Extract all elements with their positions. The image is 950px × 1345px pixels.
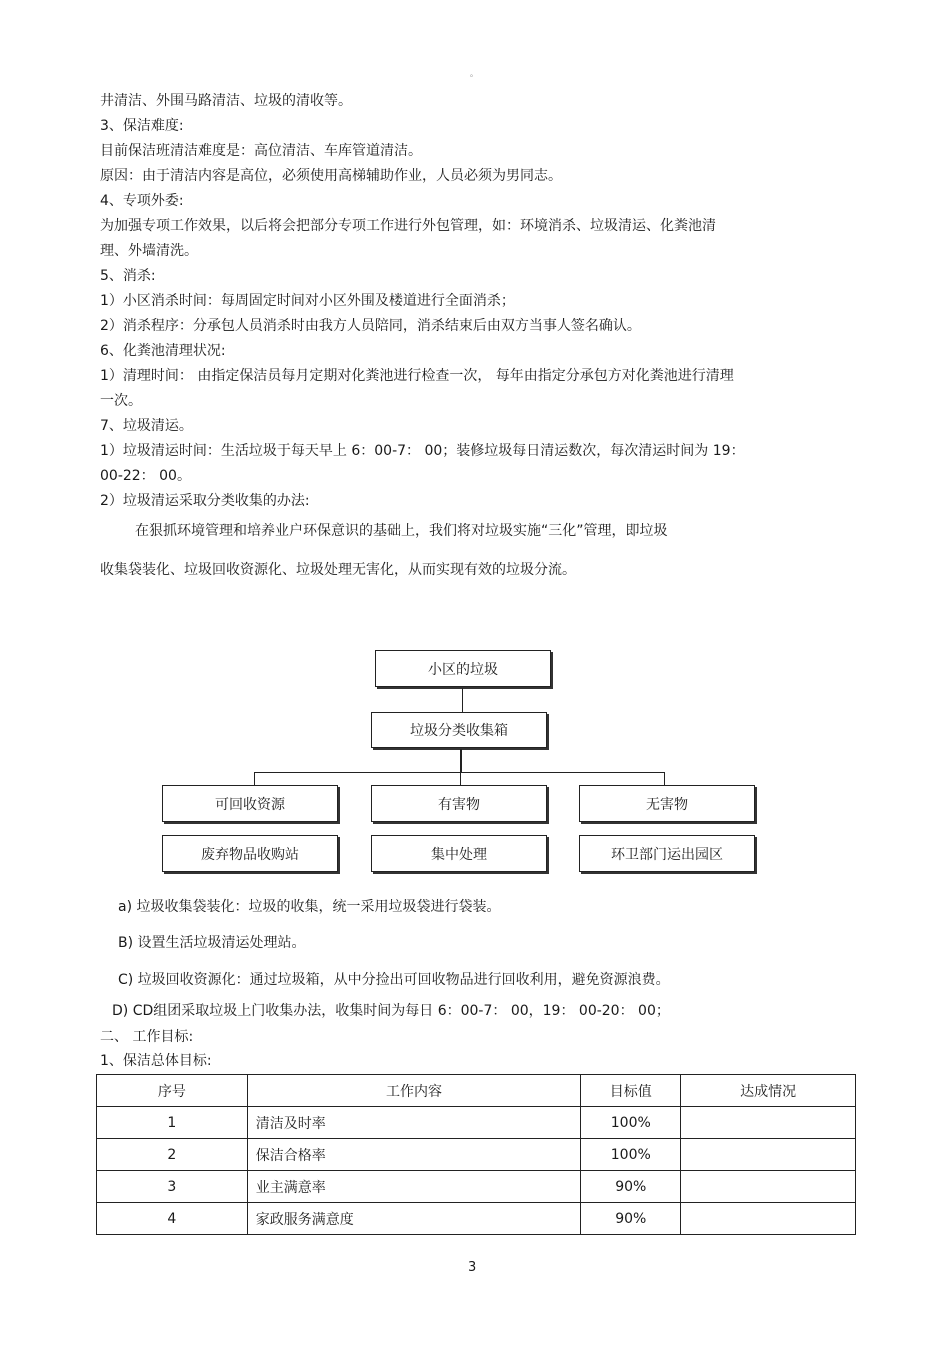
diagram-type-hazardous: 有害物	[371, 785, 547, 822]
table-cell-target: 100%	[581, 1107, 681, 1139]
diagram-dest-sanitation-dept: 环卫部门运出园区	[579, 835, 755, 872]
table-cell-status	[681, 1171, 856, 1203]
table-cell-target: 90%	[581, 1203, 681, 1235]
table-row	[97, 1107, 856, 1139]
heading-cleaning-difficulty: 3、保洁难度:	[100, 118, 184, 134]
diagram-connector	[462, 688, 463, 712]
diagram-type-harmless: 无害物	[579, 785, 755, 822]
body-text-p15: 00-22： 00。	[100, 468, 191, 484]
body-text-p12: 一次。	[100, 393, 142, 409]
body-text-p16: 2）垃圾清运采取分类收集的办法:	[100, 493, 310, 509]
table-cell-status	[681, 1203, 856, 1235]
table-cell-index: 4	[97, 1203, 248, 1235]
table-header-cell: 序号	[97, 1075, 248, 1107]
body-text-p11: 1）清理时间： 由指定保洁员每月定期对化粪池进行检查一次， 每年由指定分承包方对化粪池进行清理	[100, 368, 734, 384]
table-row	[97, 1171, 856, 1203]
body-text-p8: 1）小区消杀时间：每周固定时间对小区外围及楼道进行全面消杀；	[100, 293, 515, 309]
table-row	[97, 1203, 856, 1235]
subheading-cleaning-goals: 1、保洁总体目标:	[100, 1053, 212, 1069]
body-text-p14: 1）垃圾清运时间：生活垃圾于每天早上 6：00-7： 00；装修垃圾每日清运数次，每次清运时间为 19：	[100, 443, 745, 459]
body-text-p6: 理、外墙清洗。	[100, 243, 198, 259]
table-cell-status	[681, 1107, 856, 1139]
diagram-dest-central-treatment: 集中处理	[371, 835, 547, 872]
list-item-d: D) CD组团采取垃圾上门收集办法，收集时间为每日 6：00-7： 00，19： 00-20： 00；	[112, 1003, 670, 1019]
header-mark: 。	[470, 69, 478, 78]
table-cell-target: 90%	[581, 1171, 681, 1203]
table-header-cell: 目标值	[581, 1075, 681, 1107]
section-heading-work-goals: 二、 工作目标:	[100, 1029, 194, 1045]
diagram-root-box: 小区的垃圾	[375, 650, 551, 687]
page-number: 3	[468, 1260, 477, 1275]
table-cell-index: 3	[97, 1171, 248, 1203]
list-item-c: C) 垃圾回收资源化：通过垃圾箱，从中分捡出可回收物品进行回收利用，避免资源浪费。	[118, 972, 670, 988]
table-cell-content: 保洁合格率	[247, 1139, 581, 1171]
diagram-dest-recycling-station: 废弃物品收购站	[162, 835, 338, 872]
diagram-connector	[254, 772, 255, 785]
body-text-p5: 为加强专项工作效果，以后将会把部分专项工作进行外包管理，如：环境消杀、垃圾清运、化粪池清	[100, 218, 716, 234]
body-text-p3: 原因：由于清洁内容是高位，必须使用高梯辅助作业，人员必须为男同志。	[100, 168, 562, 184]
table-cell-content: 业主满意率	[247, 1171, 581, 1203]
diagram-connector	[460, 772, 461, 785]
body-text-p9: 2）消杀程序：分承包人员消杀时由我方人员陪同，消杀结束后由双方当事人签名确认。	[100, 318, 641, 334]
list-item-b: B) 设置生活垃圾清运处理站。	[118, 935, 306, 951]
body-text-p2: 目前保洁班清洁难度是：高位清洁、车库管道清洁。	[100, 143, 422, 159]
heading-garbage-removal: 7、垃圾清运。	[100, 418, 193, 434]
table-cell-status	[681, 1139, 856, 1171]
diagram-connector	[460, 749, 462, 773]
table-cell-content: 家政服务满意度	[247, 1203, 581, 1235]
list-item-a: a) 垃圾收集袋装化：垃圾的收集，统一采用垃圾袋进行袋装。	[118, 899, 501, 915]
body-text-p17: 在狠抓环境管理和培养业户环保意识的基础上，我们将对垃圾实施“三化”管理，即垃圾	[135, 523, 668, 539]
body-text-p0: 井清洁、外围马路清洁、垃圾的清收等。	[100, 93, 352, 109]
table-cell-target: 100%	[581, 1139, 681, 1171]
table-cell-content: 清洁及时率	[247, 1107, 581, 1139]
heading-outsourcing: 4、专项外委:	[100, 193, 184, 209]
table-row	[97, 1139, 856, 1171]
table-cell-index: 1	[97, 1107, 248, 1139]
goal-table	[96, 1074, 856, 1235]
table-header-cell: 达成情况	[681, 1075, 856, 1107]
table-header-cell: 工作内容	[247, 1075, 581, 1107]
diagram-connector	[664, 772, 665, 785]
table-cell-index: 2	[97, 1139, 248, 1171]
heading-septic-tank: 6、化粪池清理状况:	[100, 343, 226, 359]
diagram-collector-box: 垃圾分类收集箱	[371, 712, 547, 748]
diagram-type-recyclable: 可回收资源	[162, 785, 338, 822]
body-text-p18: 收集袋装化、垃圾回收资源化、垃圾处理无害化，从而实现有效的垃圾分流。	[100, 562, 576, 578]
table-header-row	[97, 1075, 856, 1107]
heading-disinfection: 5、消杀:	[100, 268, 156, 284]
